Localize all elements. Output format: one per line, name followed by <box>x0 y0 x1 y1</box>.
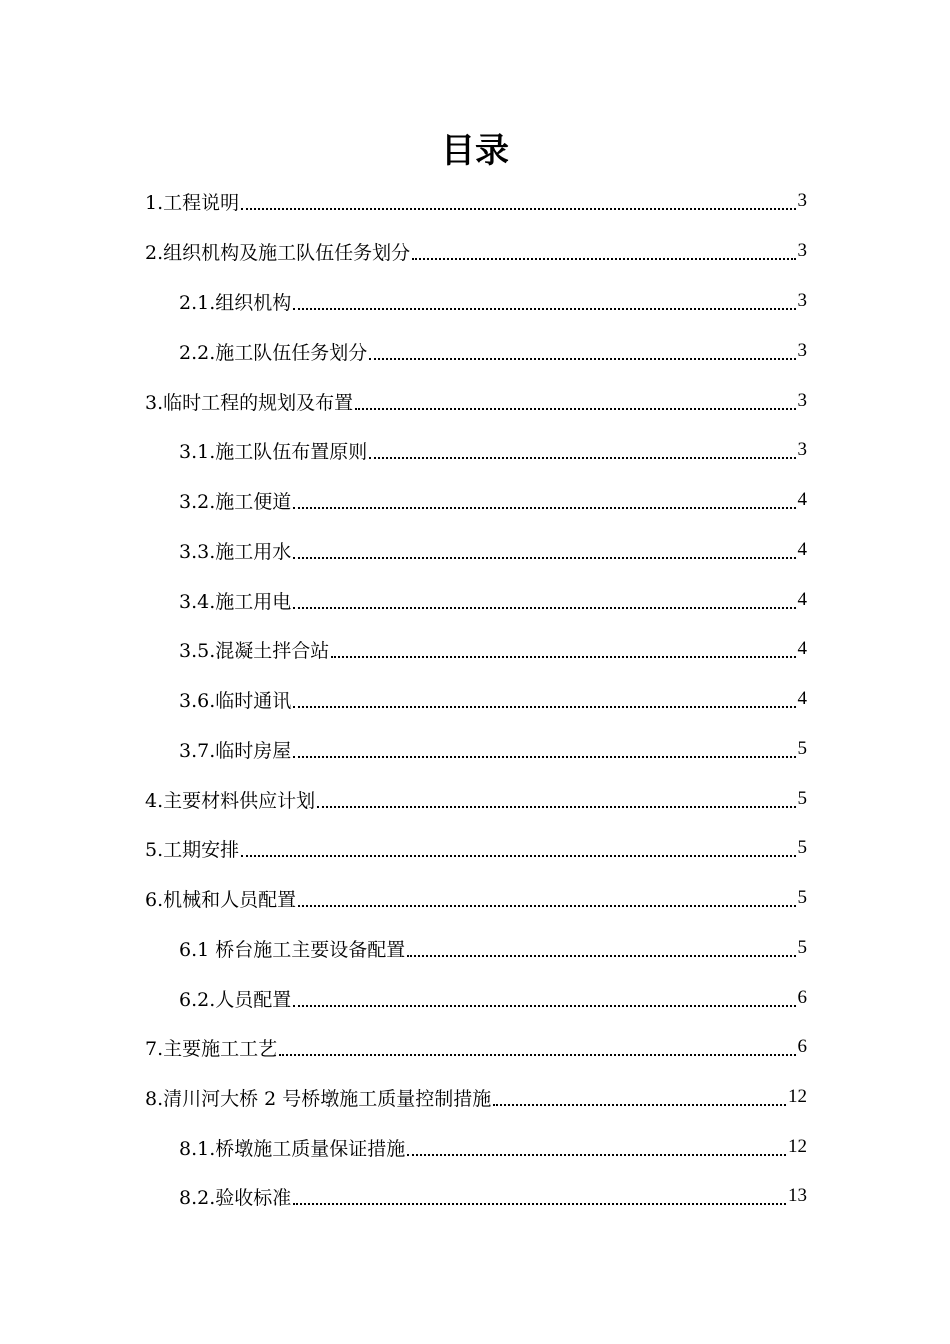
toc-entry-label: 2.1.组织机构 <box>179 291 292 314</box>
toc-entry[interactable] <box>145 823 807 873</box>
toc-entry-page: 5 <box>797 937 807 958</box>
toc-entry-page: 12 <box>788 1136 807 1157</box>
toc-entry[interactable] <box>145 1072 807 1122</box>
toc-entry-page: 5 <box>797 788 807 809</box>
toc-entry[interactable] <box>145 226 807 276</box>
toc-entry-label: 2.2.施工队伍任务划分 <box>179 341 368 364</box>
toc-entry[interactable] <box>179 1122 807 1172</box>
toc-entry[interactable] <box>179 1171 807 1221</box>
toc-entry-label: 3.6.临时通讯 <box>179 689 292 712</box>
toc-dot-leader <box>355 407 795 410</box>
toc-entry[interactable] <box>179 973 807 1023</box>
toc-dot-leader <box>293 705 795 708</box>
toc-entry[interactable] <box>145 873 807 923</box>
toc-entry[interactable] <box>145 774 807 824</box>
toc-entry-label: 6.1 桥台施工主要设备配置 <box>179 938 406 961</box>
toc-entry-label: 8.1.桥墩施工质量保证措施 <box>179 1137 406 1160</box>
toc-entry-label: 3.7.临时房屋 <box>179 739 292 762</box>
toc-entry-label: 3.4.施工用电 <box>179 590 292 613</box>
toc-entry-label: 2.组织机构及施工队伍任务划分 <box>145 241 411 264</box>
toc-dot-leader <box>293 1202 786 1205</box>
toc-entry-label: 3.3.施工用水 <box>179 540 292 563</box>
toc-dot-leader <box>317 805 795 808</box>
toc-entry-label: 8.清川河大桥 2 号桥墩施工质量控制措施 <box>145 1087 492 1110</box>
toc-entry-page: 4 <box>797 688 807 709</box>
toc-entry-page: 6 <box>797 987 807 1008</box>
toc-entry-page: 12 <box>788 1086 807 1107</box>
toc-entry-page: 5 <box>797 887 807 908</box>
toc-entry-label: 3.2.施工便道 <box>179 490 292 513</box>
page-title: 目录 <box>441 131 509 171</box>
toc-entry[interactable] <box>179 425 807 475</box>
toc-dot-leader <box>407 1153 786 1156</box>
toc-entry[interactable] <box>179 575 807 625</box>
toc-entry[interactable] <box>145 176 807 226</box>
toc-entry-label: 3.5.混凝土拌合站 <box>179 639 330 662</box>
toc-dot-leader <box>293 755 795 758</box>
toc-dot-leader <box>298 904 795 907</box>
toc-dot-leader <box>293 1004 795 1007</box>
toc-entry[interactable] <box>179 674 807 724</box>
toc-entry[interactable] <box>179 326 807 376</box>
toc-dot-leader <box>412 257 795 260</box>
toc-dot-leader <box>331 655 795 658</box>
toc-dot-leader <box>293 606 795 609</box>
toc-entry[interactable] <box>179 624 807 674</box>
toc-dot-leader <box>369 456 795 459</box>
toc-entry-page: 4 <box>797 489 807 510</box>
toc-entry-page: 3 <box>797 439 807 460</box>
toc-entry-label: 3.临时工程的规划及布置 <box>145 391 354 414</box>
toc-entry[interactable] <box>179 724 807 774</box>
toc-dot-leader <box>293 556 795 559</box>
toc-entry-page: 3 <box>797 340 807 361</box>
toc-entry-page: 6 <box>797 1036 807 1057</box>
toc-entry-label: 6.2.人员配置 <box>179 988 292 1011</box>
toc-entry[interactable] <box>179 525 807 575</box>
toc-entry-page: 13 <box>788 1185 807 1206</box>
toc-entry-page: 3 <box>797 390 807 411</box>
toc-entry-page: 5 <box>797 837 807 858</box>
toc-entry-page: 4 <box>797 539 807 560</box>
toc-dot-leader <box>493 1103 786 1106</box>
toc-entry[interactable] <box>179 923 807 973</box>
toc-entry-page: 3 <box>797 240 807 261</box>
toc-dot-leader <box>241 854 795 857</box>
toc-entry-page: 4 <box>797 589 807 610</box>
toc-dot-leader <box>279 1053 795 1056</box>
toc-entry[interactable] <box>179 475 807 525</box>
toc-entry-page: 3 <box>797 290 807 311</box>
toc-entry-label: 3.1.施工队伍布置原则 <box>179 440 368 463</box>
toc-entry[interactable] <box>145 376 807 426</box>
toc-entry-page: 3 <box>797 190 807 211</box>
toc-dot-leader <box>241 207 795 210</box>
toc-entry-page: 4 <box>797 638 807 659</box>
toc-dot-leader <box>407 954 795 957</box>
toc-entry[interactable] <box>179 276 807 326</box>
toc-dot-leader <box>369 357 795 360</box>
toc-entry-label: 7.主要施工工艺 <box>145 1037 278 1060</box>
toc-dot-leader <box>293 506 795 509</box>
toc-entry-label: 8.2.验收标准 <box>179 1186 292 1209</box>
toc-entry-label: 1.工程说明 <box>145 191 240 214</box>
toc-entry-label: 6.机械和人员配置 <box>145 888 297 911</box>
toc-entry[interactable] <box>145 1022 807 1072</box>
toc-dot-leader <box>293 307 795 310</box>
toc-entry-label: 4.主要材料供应计划 <box>145 789 316 812</box>
toc-entry-label: 5.工期安排 <box>145 838 240 861</box>
toc-entry-page: 5 <box>797 738 807 759</box>
